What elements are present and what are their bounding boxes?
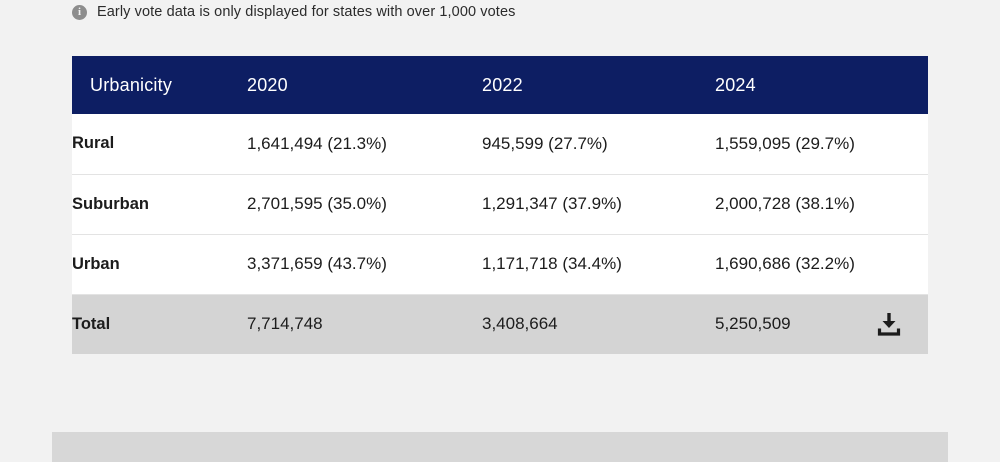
- info-note-text: Early vote data is only displayed for states with over 1,000 votes: [97, 4, 516, 20]
- row-label-rural: Rural: [72, 134, 115, 153]
- table-header: [72, 56, 928, 114]
- cell-suburban-2024: 2,000,728 (38.1%): [715, 194, 855, 213]
- urbanicity-table: [72, 56, 928, 354]
- cell-rural-2022: 945,599 (27.7%): [482, 133, 608, 153]
- table-row: [72, 234, 928, 294]
- table-header-row: [72, 56, 928, 114]
- row-label-urban: Urban: [72, 254, 120, 273]
- cell-total-2024: [715, 294, 928, 354]
- column-header-2020: 2020: [247, 74, 288, 95]
- cell-total-2024-value: 5,250,509: [715, 314, 791, 334]
- urbanicity-table-container: [72, 56, 928, 354]
- cell-suburban-2020: 2,701,595 (35.0%): [247, 194, 387, 213]
- cell-urban-2022: 1,171,718 (34.4%): [482, 254, 622, 273]
- download-icon[interactable]: [876, 311, 902, 337]
- info-icon: i: [72, 5, 87, 20]
- cell-rural-2024: 1,559,095 (29.7%): [715, 133, 855, 153]
- cell-urban-2024: 1,690,686 (32.2%): [715, 254, 855, 273]
- info-note: [72, 4, 515, 20]
- cell-urban-2020: 3,371,659 (43.7%): [247, 254, 387, 273]
- column-header-2024: 2024: [715, 74, 756, 95]
- table-total-row: [72, 294, 928, 354]
- cell-suburban-2022: 1,291,347 (37.9%): [482, 194, 622, 213]
- table-row: [72, 114, 928, 174]
- row-label-total: Total: [72, 314, 111, 333]
- table-row: [72, 174, 928, 234]
- row-label-suburban: Suburban: [72, 194, 149, 213]
- cell-rural-2020: 1,641,494 (21.3%): [247, 133, 387, 153]
- column-header-2022: 2022: [482, 74, 523, 95]
- table-body: [72, 114, 928, 354]
- bottom-placeholder-strip: [52, 432, 948, 462]
- cell-total-2020: 7,714,748: [247, 314, 323, 334]
- column-header-urbanicity: Urbanicity: [90, 74, 173, 95]
- cell-total-2022: 3,408,664: [482, 314, 558, 334]
